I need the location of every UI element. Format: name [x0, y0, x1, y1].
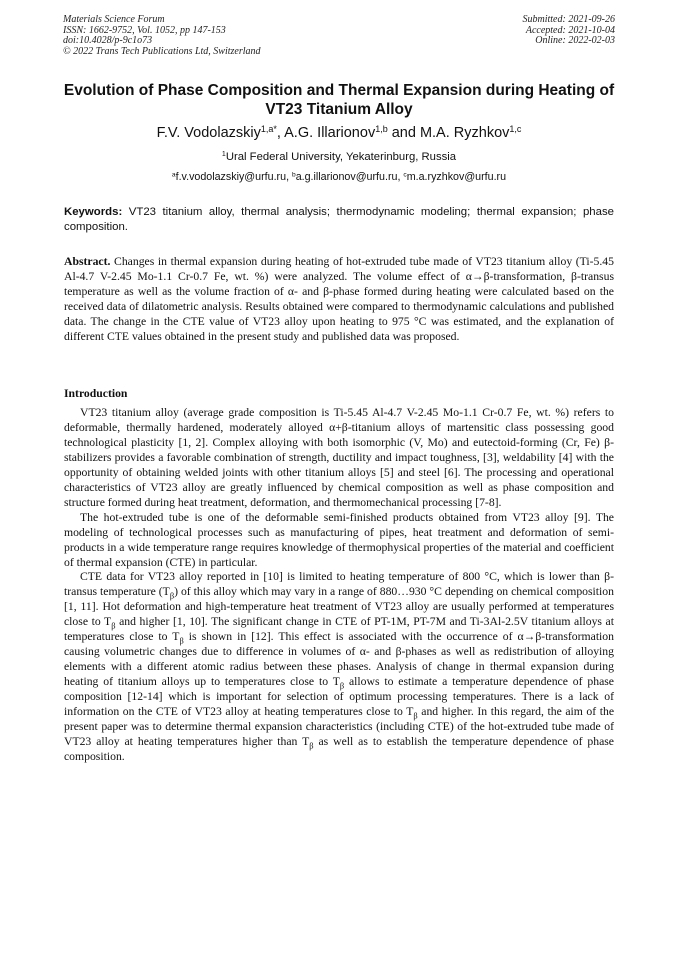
introduction-body: [64, 406, 614, 765]
email-list: [40, 170, 638, 184]
beta-subscript: β: [169, 590, 175, 601]
author-list: [40, 124, 638, 142]
email-separator: ,: [286, 171, 293, 183]
abstract-label: Abstract.: [64, 255, 111, 268]
copyright-line: © 2022 Trans Tech Publications Ltd, Switzerland: [63, 45, 261, 57]
paragraph-text: allows to estimate a temperature dependence of phase composition [12-14] which is important for selection of optimum processing temperatures. There is a lack of information on the CTE of VT23 alloy at heating temperatures close to T: [64, 675, 614, 719]
paragraph-text: The hot-extruded tube is one of the deformable semi-finished products obtained from VT23 alloy [9]. The modeling of technological processes such as manufacturing of pipes, heat treatment and deformation of semi-products in a wide temperature range requires knowledge of thermophysical properties of the material and coefficient of thermal expansion (CTE) in particular.: [64, 510, 614, 569]
paragraph-text: VT23 titanium alloy (average grade composition is Ti-5.45 Al-4.7 V-2.45 Mo-1.1 Cr-0.7 Fe, wt. %) refers to deformable, thermally hardened, moderately alloyed α+β-titanium alloys of martensitic class possessing good technological plasticity [1, 2]. Complex alloying with both isomorphic (V, Mo) and eutectoid-forming (Cr, Fe) β-stabilizers provides a favorable combination of strength, ductility and impact toughness, [3], weldability [4] with the opportunity of obtaining welded joints with other titanium alloys [5] and steel [6]. The processing and operational characteristics of VT23 alloy are greatly influenced by chemical composition as well as phase composition and structure formed during heat treatment, deformation, and thermomechanical processing [7-8].: [64, 406, 614, 509]
paragraph-text: and higher. In this regard, the aim of the present paper was to determine thermal expansion characteristics (including CTE) of the hot-extruded tube made of VT23 alloy at heating temperatures higher than T: [64, 705, 615, 748]
affiliation-mark: 1: [221, 151, 226, 159]
keywords-label: Keywords:: [64, 206, 123, 218]
email-mark: a: [171, 171, 176, 179]
affiliation: [40, 150, 638, 164]
keywords-block: [64, 205, 614, 234]
author-affiliation-mark: 1,b: [375, 124, 388, 135]
beta-subscript: β: [179, 635, 184, 646]
body-paragraph: [64, 406, 614, 511]
beta-subscript: β: [413, 710, 418, 721]
author-affiliation-mark: 1,a*: [260, 124, 277, 135]
email-address: m.a.ryzhkov@urfu.ru: [406, 171, 507, 183]
paragraph-text: as well as to establish the temperature dependence of phase composition.: [64, 734, 614, 763]
abstract-block: [64, 255, 614, 345]
dates-header: [523, 15, 616, 47]
submitted-date: Submitted: 2021-09-26: [522, 14, 615, 25]
accepted-date: Accepted: 2021-10-04: [525, 24, 615, 36]
paper-title: Evolution of Phase Composition and Thermal Expansion during Heating of VT23 Titanium Alloy: [63, 82, 615, 118]
author-separator: and: [387, 125, 420, 141]
body-paragraph: [64, 570, 614, 764]
issn-line: ISSN: 1662-9752, Vol. 1052, pp 147-153: [63, 24, 226, 36]
journal-name: Materials Science Forum: [63, 14, 165, 25]
paragraph-text: is shown in [12]. This effect is associated with the occurrence of α→β-transformation causing volumetric changes due to difference in volumes of α- and β-phases as well as redistribution of alloying elements with a different atomic radius between these phases. Analysis of change in thermal expansion during heating of titanium alloys up to temperatures close to T: [64, 630, 614, 689]
beta-subscript: β: [309, 740, 314, 751]
body-paragraph: [64, 511, 614, 571]
journal-header: [63, 15, 261, 57]
email-separator: ,: [397, 171, 404, 183]
email-mark: b: [292, 171, 296, 179]
email-address: a.g.illarionov@urfu.ru: [295, 171, 398, 183]
author-name: A.G. Illarionov: [284, 125, 376, 141]
paragraph-text: ) of this alloy which may vary in a range of 880…930 °C depending on chemical composition [1, 11]. Hot deformation and high-temperature heat treatment of VT23 alloy are usually performed at temperatures close to T: [64, 585, 614, 629]
doi-line: doi:10.4028/p-9c1o73: [63, 35, 153, 47]
author-name: M.A. Ryzhkov: [419, 125, 510, 141]
paragraph-text: CTE data for VT23 alloy reported in [10] is limited to heating temperature of 800 °C, which is lower than β-transus temperature (T: [64, 570, 614, 599]
email-address: f.v.vodolazskiy@urfu.ru: [175, 171, 287, 183]
online-date: Online: 2022-02-03: [535, 35, 615, 47]
affiliation-text: Ural Federal University, Yekaterinburg, Russia: [225, 151, 457, 163]
abstract-text: Changes in thermal expansion during heating of hot-extruded tube made of VT23 titanium alloy (Ti-5.45 Al-4.7 V-2.45 Mo-1.1 Cr-0.7 Fe, wt. %) were analyzed. The volume effect of α→β-transformation, β-transus temperature as well as the volume fraction of α- and β-phase formed during heating were calculated based on the received data of dilatometric analysis. Results obtained were compared to thermodynamic calculations and published data. The change in the CTE value of VT23 alloy upon heating to 975 °C was estimated, and the explanation of different CTE values obtained in the present study and published data was proposed.: [64, 255, 614, 343]
keywords-text: VT23 titanium alloy, thermal analysis; thermodynamic modeling; thermal expansion; phase composition.: [64, 206, 614, 233]
author-affiliation-mark: 1,c: [509, 124, 522, 135]
paragraph-text: and higher [1, 10]. The significant change in CTE of PT-1M, PT-7M and Ti-3Al-2.5V titanium alloys at temperatures close to T: [64, 615, 614, 644]
author-separator: ,: [276, 125, 285, 141]
beta-subscript: β: [111, 620, 116, 631]
beta-subscript: β: [339, 680, 345, 691]
email-mark: c: [403, 171, 407, 179]
section-heading-introduction: Introduction: [64, 387, 128, 400]
author-name: F.V. Vodolazskiy: [156, 125, 261, 141]
